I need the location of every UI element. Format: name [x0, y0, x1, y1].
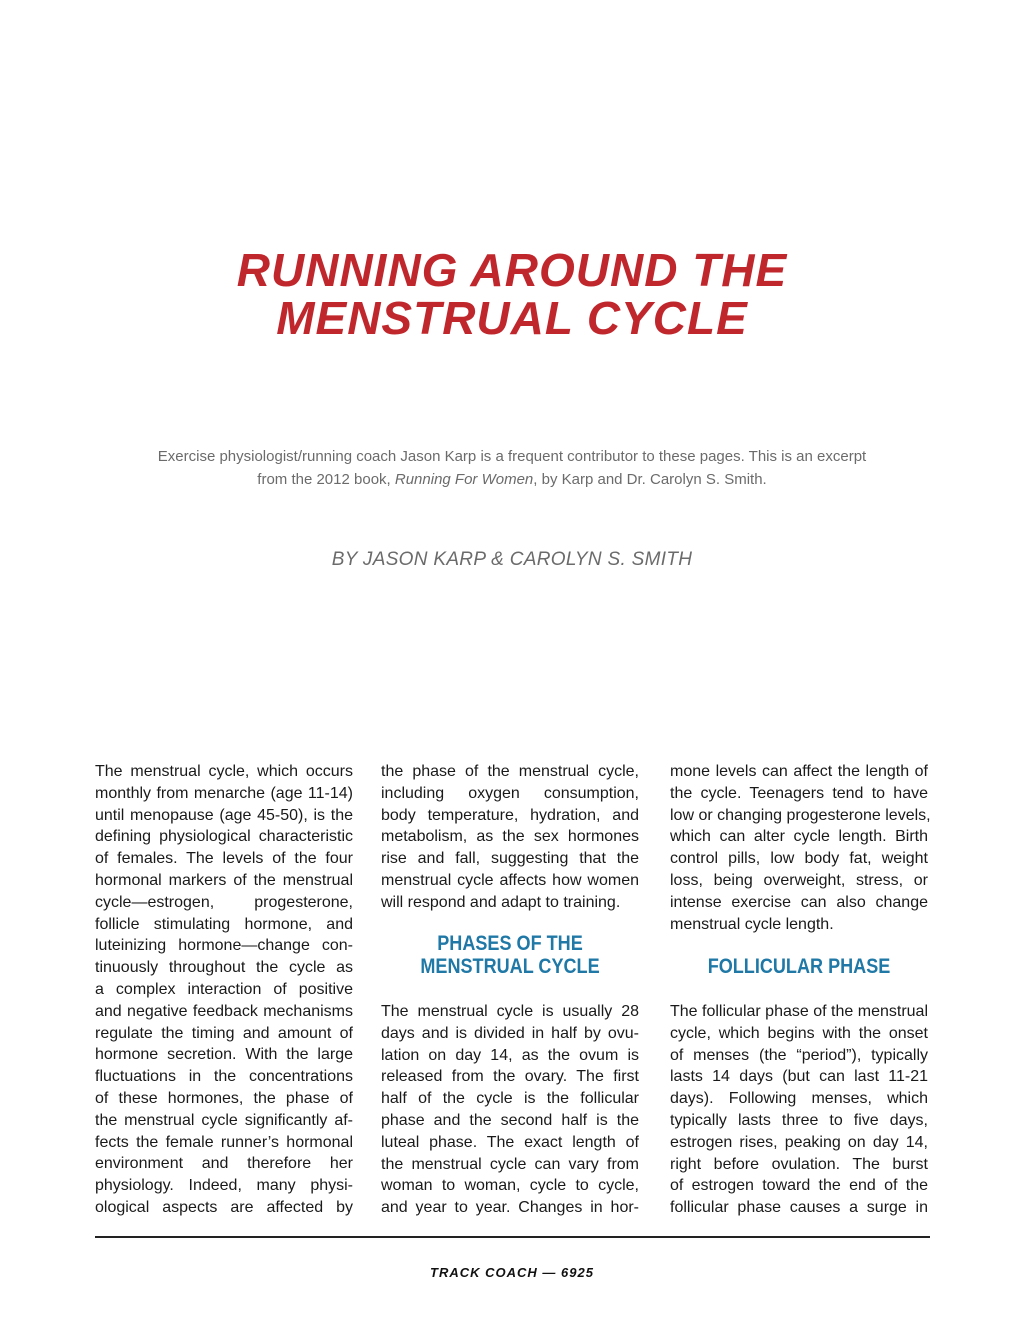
text-line: will respond and adapt to training.	[381, 893, 621, 911]
text-line: which can alter cycle length. Birth	[670, 828, 928, 846]
text-line: The follicular phase of the menstrual	[670, 1003, 928, 1020]
text-line: lasts 14 days (but can last 11-21	[670, 1068, 928, 1086]
text-line: fects the female runner’s hormonal	[95, 1133, 353, 1151]
text-line: body temperature, hydration, and	[381, 806, 639, 824]
text-line: control pills, low body fat, weight	[670, 850, 928, 868]
section-heading-follicular: FOLLICULAR PHASE	[707, 955, 891, 978]
text-line: woman to woman, cycle to cycle,	[381, 1177, 639, 1195]
text-line: and year to year. Changes in hor-	[381, 1199, 639, 1217]
text-line: fluctuations in the concentrations	[95, 1068, 353, 1086]
text-line: days and is divided in half by ovu-	[381, 1024, 639, 1042]
article-intro	[150, 445, 874, 491]
article-title	[0, 246, 1024, 342]
text-line: the cycle. Teenagers tend to have	[670, 784, 928, 802]
intro-text-1: Exercise physiologist/running coach Jason Karp is a frequent contributor to these pages. This is an excerpt from the 2012 book,	[157, 448, 867, 488]
text-line: a complex interaction of positive	[95, 980, 353, 998]
section-heading-phases-line-2: MENSTRUAL CYCLE	[420, 955, 600, 978]
text-line: hormone secretion. With the large	[95, 1046, 353, 1064]
text-line: of females. The levels of the four	[95, 850, 353, 868]
text-line: half of the cycle is the follicular	[381, 1090, 639, 1108]
body-column-2-top	[381, 761, 639, 914]
body-column-3-bottom	[670, 1001, 928, 1219]
text-line: the menstrual cycle significantly af-	[95, 1111, 353, 1129]
text-line: metabolism, as the sex hormones	[381, 828, 639, 846]
text-line: hormonal markers of the menstrual	[95, 871, 353, 889]
text-line: environment and therefore her	[95, 1155, 353, 1173]
text-line: ological aspects are affected by	[95, 1198, 353, 1216]
text-line: phase and the second half is the	[381, 1111, 639, 1129]
text-line: released from the ovary. The first	[381, 1068, 639, 1086]
text-line: intense exercise can also change	[670, 893, 928, 911]
text-line: The menstrual cycle, which occurs	[95, 763, 353, 780]
footer-rule	[95, 1236, 930, 1238]
text-line: of estrogen toward the end of the	[670, 1177, 928, 1195]
byline: BY JASON KARP & CAROLYN S. SMITH	[331, 549, 693, 570]
text-line: lation on day 14, as the ovum is	[381, 1046, 639, 1064]
text-line: mone levels can affect the length of	[670, 763, 928, 780]
text-line: estrogen rises, peaking on day 14,	[670, 1133, 928, 1151]
text-line: of menses (the “period”), typically	[670, 1046, 928, 1064]
text-line: typically lasts three to five days,	[670, 1111, 928, 1129]
intro-book-title: Running For Women	[394, 471, 534, 488]
body-column-1	[95, 761, 353, 1219]
section-heading-phases	[399, 932, 621, 978]
text-line: tinuously throughout the cycle as	[95, 959, 353, 977]
text-line: until menopause (age 45-50), is the	[95, 806, 353, 824]
text-line: menstrual cycle length.	[670, 915, 834, 933]
text-line: including oxygen consumption,	[381, 784, 639, 802]
page-footer: TRACK COACH — 6925	[430, 1265, 594, 1280]
body-column-2-bottom	[381, 1001, 639, 1219]
text-line: days). Following menses, which	[670, 1090, 928, 1108]
text-line: rise and fall, suggesting that the	[381, 850, 639, 868]
text-line: low or changing progesterone levels,	[670, 806, 931, 824]
text-line: loss, being overweight, stress, or	[670, 871, 928, 889]
text-line: and negative feedback mechanisms	[95, 1002, 353, 1020]
text-line: cycle, which begins with the onset	[670, 1024, 928, 1042]
text-line: cycle—estrogen, progesterone,	[95, 893, 353, 911]
text-line: follicle stimulating hormone, and	[95, 915, 353, 933]
text-line: luteinizing hormone—change con-	[95, 937, 353, 955]
text-line: right before ovulation. The burst	[670, 1155, 928, 1173]
text-line: of these hormones, the phase of	[95, 1089, 353, 1107]
article-title-line-1: RUNNING AROUND THE	[236, 244, 788, 296]
text-line: defining physiological characteristic	[95, 828, 353, 846]
text-line: monthly from menarche (age 11-14)	[95, 784, 353, 802]
text-line: menstrual cycle affects how women	[381, 871, 639, 889]
body-column-3-top	[670, 761, 931, 935]
intro-text-2: , by Karp and Dr. Carolyn S. Smith.	[533, 471, 767, 488]
text-line: the menstrual cycle can vary from	[381, 1155, 639, 1173]
text-line: the phase of the menstrual cycle,	[381, 763, 639, 780]
article-title-line-2: MENSTRUAL CYCLE	[276, 292, 748, 344]
text-line: The menstrual cycle is usually 28	[381, 1003, 639, 1020]
text-line: physiology. Indeed, many physi-	[95, 1177, 353, 1195]
text-line: regulate the timing and amount of	[95, 1024, 353, 1042]
text-line: luteal phase. The exact length of	[381, 1133, 639, 1151]
text-line: follicular phase causes a surge in	[670, 1199, 928, 1217]
section-heading-phases-line-1: PHASES OF THE	[437, 932, 583, 955]
